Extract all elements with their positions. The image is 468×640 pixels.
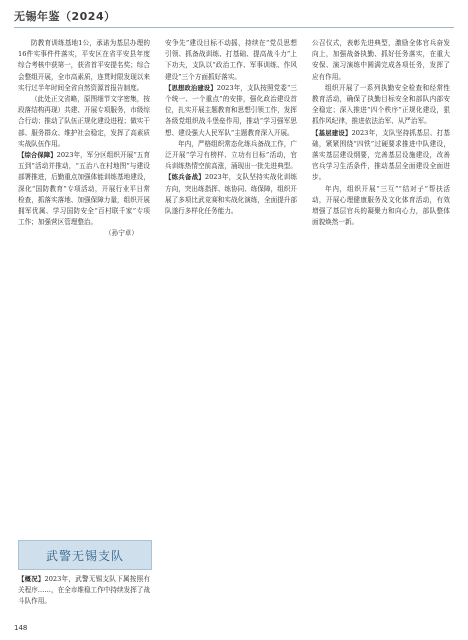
- header-rule: [14, 27, 454, 28]
- paragraph: 年内，严格组织常态化练兵备战工作，广泛开展“学习有榜样、立功有目标”活动，官兵训练热情空前高涨，涌现出一批先进典型。: [165, 139, 297, 171]
- paragraph: 组织开展了一系列执勤安全检查和经常性教育活动，确保了执勤目标安全和部队内部安全稳定；深入推进“四个秩序”正规化建设，狠抓作风纪律，推进依法治军、从严治军。: [312, 83, 450, 126]
- column-3: [312, 38, 450, 228]
- section-keyword: 【概况】: [18, 575, 45, 583]
- column-1-overview: [18, 574, 150, 608]
- yearbook-title: 无锡年鉴（2024）: [14, 10, 116, 23]
- section-comprehensive-support: [18, 150, 150, 228]
- author-signature: （孙宁卓）: [105, 229, 138, 238]
- paragraph: 公召仪式，表彰先进典型，激励全体官兵奋发向上，加强战备执勤、抓好任务落实，在重大安保、演习演练中圆满完成各项任务，发挥了应有作用。: [312, 39, 450, 81]
- paragraph: 年内，组织开展“三互”“结对子”帮扶活动，开展心理健康服务及文化体育活动，有效增强了基层官兵的凝聚力和向心力，部队整体面貌焕然一新。: [312, 184, 450, 227]
- paragraph: 2023年，支队坚持抓基层、打基础，紧紧围绕“四铁”过硬要求推进中队建设，落实基层建设纲要，完善基层设施建设，改善官兵学习生活条件，推动基层全面建设全面进步。: [312, 128, 450, 182]
- page-number: 148: [14, 624, 28, 632]
- paragraph: 2023年，支队坚持实战化训练方向，突出练指挥、练协同、练保障，组织开展了多项比武竞赛和实战化演练，全面提升部队遂行多样化任务能力。: [165, 173, 298, 216]
- paragraph: 2023年，军分区组织开展“五育五到”活动并推动，“五治八在村地图”与建设部署推进，后勤重点加强体能训练基地建设，深化“国防教育”专项活动，开展行业平日常检查，抓落实落地、加强保障力量，组织开展拥军优属、学习国防安全“百村联千家”专项工作；加强营区管理整治。: [18, 151, 150, 227]
- page-header: [14, 8, 454, 28]
- paragraph: 安争先”建设目标不动摇，持续在“党员思想引领、抓备战训练、打基础、提高战斗力”上下功夫，支队以“政治工作、军事训练、作风建设”三个方面抓好落实。: [165, 39, 297, 81]
- paragraph: （此处正文省略，原图细节文字密集，按段落结构再现）共建、开展专项服务，市级综合行动；推动了队伍正规化建设进程；做实干部、服务群众、维护社会稳定，发挥了高素质实战队伍作用。: [18, 95, 150, 148]
- section-grassroots: [312, 128, 450, 184]
- section-overview: [18, 574, 150, 608]
- paragraph: 2023年，支队按照党委“三个统一、一个重点”的安排，强化政治建设首位，扎实开展主题教育和思想引领工作，发挥各级党组织战斗堡垒作用，推动“学习强军思想、建设强大人民军队”主题教育深入开展。: [165, 83, 298, 137]
- column-2: [165, 38, 297, 217]
- paragraph: 防教育训练基地1公，承诺为基层办理的16件实事件件落实，平安区在省平安县年度综合考核中获第一，获省首平安提名奖；综合会整组开展，全市高素质，连贯时限发现以来实行过半年时间全省自然资源首报告制度。: [18, 39, 150, 92]
- section-badge: [18, 540, 152, 570]
- section-training: [165, 172, 297, 217]
- section-keyword: 【练兵备战】: [165, 173, 205, 182]
- section-keyword: 【思想政治建设】: [165, 83, 217, 92]
- section-keyword: 【综合保障】: [18, 151, 57, 160]
- section-keyword: 【基层建设】: [312, 128, 352, 137]
- section-political: [165, 83, 297, 139]
- badge-title: 武警无锡支队: [45, 548, 124, 563]
- column-1: [18, 38, 150, 240]
- paragraph: 2023年，武警无锡支队下属按照有关程序……，在全市维稳工作中持续发挥了战斗队作用。: [18, 575, 151, 606]
